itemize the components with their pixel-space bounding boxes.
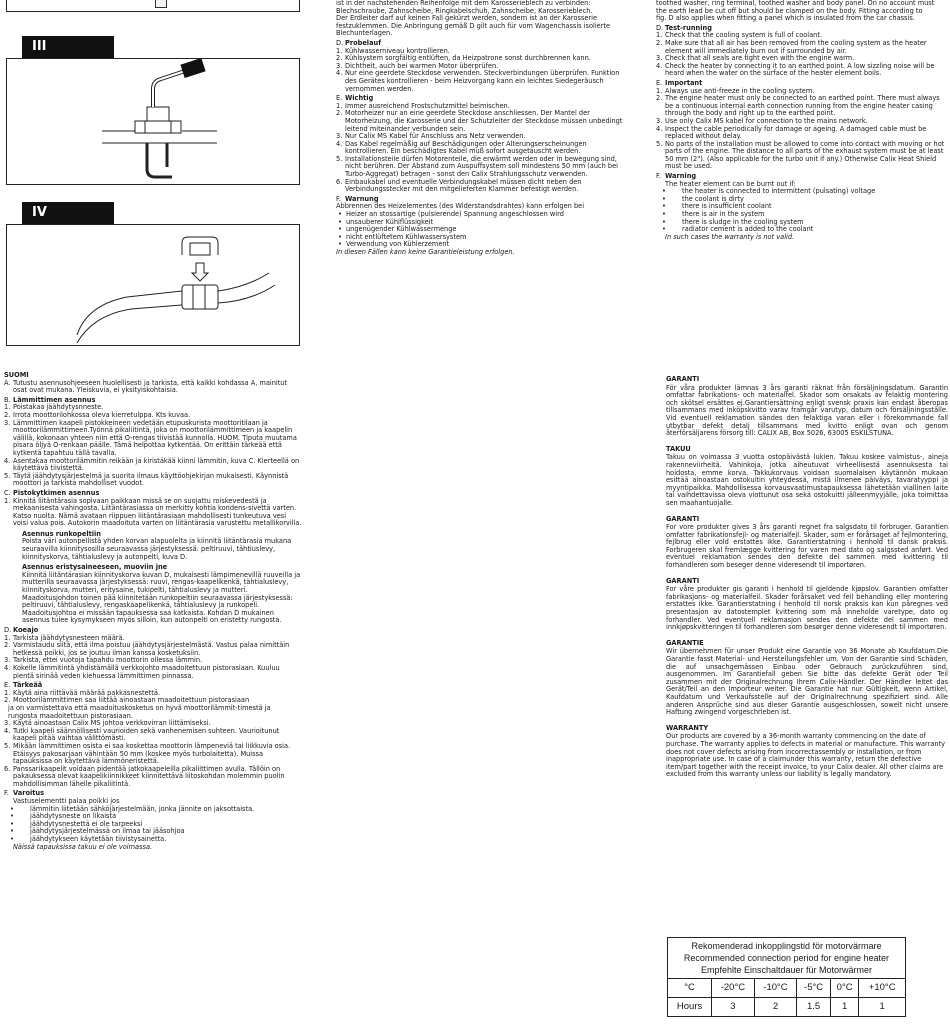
fi-c-sub2-title: Asennus eristysaineeseen, muoviin jne <box>22 563 168 572</box>
de-e-title: Wichtig <box>345 94 374 103</box>
list-item: • Verwendung von Kühlerzement <box>336 241 632 249</box>
warranty-text: For vore produkter gives 3 års garanti regnet fra salgsdato til forbruger. Garantien omfatter fabrikationsfejl- og materialfejl. Skader, som er forårsaget af fejlmontering, fejlbrug eller vold erstattes ikke. Garantierstatning i henhold til dansk praksis. Forbrugeren skal fremlægge kvittering for varen med dato og salgssted anført. Ved eventuel reklamation sendes den defekte del sammen med kvittering til forhandleren som beseger denne videresendt til importøren. <box>666 523 948 570</box>
warranty-text: For våre produkter gis garanti i henhold til gjeldende kjøpslov. Garantien omfatter fabrikasjons- og materialfeil. Skader forårsaket ved feil behandling eller montering erstattes ikke. Garantierstatning i henhold til norsk praksis kan kun påregnes ved presentasjon av datostemplet kvittering som må inneholde varetype, dato og forhandler. Ved eventuell reklamasjon sendes den defekte del sammen med innkjøpskvitteringen til forhandleren som besørger denne videresendt til importøren. <box>666 585 948 632</box>
fi-f-label: F. <box>4 789 9 798</box>
warranty-block-en <box>666 725 948 779</box>
warranty-title: GARANTIE <box>666 638 704 647</box>
fi-e-label: E. <box>4 681 11 690</box>
list-item: • radiator cement is added to the coolant <box>656 226 948 234</box>
list-item: • lämmitin liitetään sähköjärjestelmään, jonka jännite on jaksottaista. <box>4 806 302 814</box>
en-e-title: Important <box>665 78 703 87</box>
de-f-bullets <box>336 211 632 249</box>
fi-a-label: A. <box>4 378 11 387</box>
de-d-list <box>336 48 632 94</box>
warranty-title: TAKUU <box>666 444 691 453</box>
en-section-f <box>656 173 948 181</box>
figure-3-box <box>6 58 300 185</box>
list-item: 2. Moottorilämmittimen saa liittää ainoastaan maadoitettuun pistorasiaan <box>4 696 250 705</box>
english-column <box>656 0 948 241</box>
en-f-closing: In such cases the warranty is not valid. <box>665 232 795 241</box>
de-intro-line-4: festzuklemmen. Die Anbringung gemäß D gilt auch für vom Wagenchassis isolierte <box>336 21 611 30</box>
fi-section-a <box>4 380 302 395</box>
list-item: • Heizer an stossartige (pulsierende) Spannung angeschlossen wird <box>336 211 632 219</box>
fi-c-sub1-text: Poista väri autonpellistä yhden korvan alapuolelta ja kiinnitä liitäntärasia mukana seuraavilla kiinnitysosilla seuraavassa järjestyksessä: peltiruuvi, tähtiuslevy, kiinnityskorva, tähtialuslevy ja autonpelti, kuva D. <box>22 537 292 561</box>
list-item: 3. Käytä ainoastaan Calix MS johtoa verkkovirran liittämiseksi. <box>4 719 211 728</box>
list-item: 5. Installationsteile dürfen Motorenteile, die erwärmt werden oder in bewegung sind, nicht berühren. Der Abstand zum Auspuffsystem soll mindestens 50 mm (auch bei Turbo-Aggregat) betragen - sonst den Calix Strahlungsschutz verwenden. <box>336 154 618 179</box>
fi-f-title: Varoitus <box>13 789 45 798</box>
fi-c-sub1-title: Asennus runkopeltiin <box>22 529 101 538</box>
de-d-label: D. <box>336 38 344 47</box>
hours-cell: 1 <box>859 998 906 1017</box>
fi-f-bullets <box>4 806 302 844</box>
list-item: 1. Kühlwasserniveau kontrollieren. <box>336 46 450 55</box>
list-item: 3. Tarkista, ettei vuotoja tapahdu moottorin ollessa lämmin. <box>4 656 203 665</box>
figure-4-box <box>6 224 300 346</box>
hours-cell: 1.5 <box>797 998 831 1017</box>
suomi-section <box>4 372 302 851</box>
list-item: 4. Nur eine geerdete Steckdose verwenden. Steckverbindungen überprüfen. Funktion des Gerätes kontrollieren - beim Heizvorgang kann ein leichtes Siedegeräusch vernommen werden. <box>336 69 620 93</box>
en-d-list <box>656 32 948 78</box>
en-f-label: F. <box>656 172 661 181</box>
temp-cell: +10°C <box>859 979 906 998</box>
fi-e-title: Tärkeää <box>13 681 43 690</box>
list-item: 3. Dichtheit, auch bei warmen Motor überprüfen. <box>336 61 499 70</box>
list-item: 1. Always use anti-freeze in the cooling system. <box>656 86 815 95</box>
list-item: 5. Mikään lämmittimen osista ei saa koskettaa moottorin lämpeneviä tai liikkuvia osia. Etäisyys pakosarjaan vähintään 50 mm (koskee myös turbolaitetta). Muissa tapauksissa on käytettävä lämmöneristettä. <box>4 741 291 766</box>
temp-cell: -20°C <box>712 979 755 998</box>
list-item: • jäähdytykseen käytetään tiivistysainetta. <box>4 836 302 844</box>
figure-3-drawing <box>7 59 299 184</box>
fi-d-list <box>4 635 302 681</box>
en-intro-line-2: the earth lead be cut off but should be clamped on the body. Fitting according to <box>656 6 923 15</box>
list-item: 2. Varmistaudu siitä, että ilma poistuu jäähdytysjärjestelmästä. Vastus palaa nimittäin hetkessä poikki, jos se joutuu ilman kanssa kosketuksiin. <box>4 641 290 657</box>
list-item: • jäähdytysjärjestelmässä on ilmaa tai jääsohjoa <box>4 828 302 836</box>
unit-label-cell: °C <box>668 979 712 998</box>
en-e-label: E. <box>656 78 663 87</box>
de-section-f <box>336 196 632 204</box>
fi-e-list-2 <box>4 720 302 788</box>
figure-4-label: IV <box>22 202 114 224</box>
list-item: 4. Asentakaa moottorilämmitin reikään ja kiristäkää kiinni lämmitin, kuva C. Kierteellä on käytettävä tiivistettä. <box>4 456 300 473</box>
hours-cell: 1 <box>830 998 858 1017</box>
en-d-title: Test-running <box>665 23 712 32</box>
figure-2-box <box>6 0 300 12</box>
warranty-text: Our products are covered by a 36-month warranty commencing on the date of purchase. The warranty applies to defects in material or manufacture. This warranty does not cover defects arising from incorrectassembly or installation, or from inappropriate use. In case of a claimunder this warranty, return the defective item/part together with the receipt invoice, to your Calix dealer. All other claims are excluded from this warranty unless our liability is legally mandatory. <box>666 732 946 779</box>
list-item: 1. Check that the cooling system is full of coolant. <box>656 31 823 40</box>
fi-c-subsections <box>4 531 302 625</box>
de-e-label: E. <box>336 94 343 103</box>
list-item: 2. Kühlsystem sorgfältig entlüften, da Heizpatrone sonst durchbrennen kann. <box>336 54 591 63</box>
list-item: 1. Tarkista jäähdytysnesteen määrä. <box>4 633 125 642</box>
en-f-title: Warning <box>665 172 697 181</box>
list-item: 2. The engine heater must only be connected to an earthed point. There must always be a continuous internal earth connection running from the engine heater casing through the body and right up to the earthed point. <box>656 94 940 118</box>
table-title-en: Recommended connection period for engine heater <box>683 953 890 963</box>
figure-3-label: III <box>22 36 114 58</box>
de-e-list <box>336 103 632 194</box>
list-item: • the heater is connected to intermittent (pulsating) voltage <box>656 188 948 196</box>
hours-cell: 2 <box>754 998 797 1017</box>
list-item: 5. No parts of the installation must be allowed to come into contact with moving or hot parts of the engine. The distance to all parts of the exhaust system must be at least 50 mm (2"). (Also applicable for the turbo unit if any.) Otherwise Calix Heat Shield must be used. <box>656 139 945 171</box>
temp-cell: -10°C <box>754 979 797 998</box>
warranty-text: För våra produkter lämnas 3 års garanti räknat från försäljningsdatum. Garantin omfattar fabrikations- och materialfel. Skador som orsakats av felaktig montering och skötsel ersättes ej.Garantiersättning enligt svensk praxis kan endast åberopas tillsammans med inköpskvitto varav framgår varutyp, datum och försäljningsställe. Vid eventuell reklamation sändes den felaktiga varan eller i förekommande fall utbytbar defekt detalj tillsammans med kvitto enligt ovan och genom återförsäljarens försorg till: CALIX AB, Box 5026, 63005 ESKILSTUNA. <box>666 383 948 438</box>
warranty-title: GARANTI <box>666 576 700 585</box>
temp-cell: 0°C <box>830 979 858 998</box>
list-item: • jäähdytysnestettä ei ole tarpeeksi <box>4 821 302 829</box>
de-f-intro: Abbrennen des Heizelementes (des Widerstandsdrahtes) kann erfolgen bei <box>336 202 585 211</box>
list-item: • there is sludge in the cooling system <box>656 219 948 227</box>
warranty-text: Wir übernehmen für unser Produkt eine Garantie von 36 Monate ab Kaufdatum.Die Garantie fasst Material- und Herstellungsfehler um. Von der Garantie sind Schäden, die auf unsachgemässen Einbau oder Gebrauch zurückzuführen sind, ausgenommen. Im Garantiefall geben Sie bitte das defekte Gerät oder Teil zusammen mit der Originalrechnung Ihrem Calix-Händler. Der Händler leitet das Gerät/Teil an den Importeur weiter. Die Garantie hat nur Gültigkeit, wenn Artikel, Kaufdatum und Verkaufsstelle auf der Originalrechnung spezifiziert sind. Alle anderen Ansprüche sind aus dieser Garantie ausgeschlossen, soweit nicht unsere Haftung zwingend vorgeschrieben ist. <box>666 647 948 717</box>
de-f-title: Warnung <box>345 194 379 203</box>
list-item: 2. Irrota moottorilohkossa oleva kierretulppa. Kts kuvaa. <box>4 410 191 419</box>
list-item: 3. Use only Calix MS kabel for connection to the mains network. <box>656 116 868 125</box>
fi-b-title: Lämmittimen asennus <box>13 395 96 404</box>
fi-section-f <box>4 790 302 798</box>
list-item: 4. Check the heater by connecting it to an earthed point. A low sizzling noise will be heard when the water on the surface of the heater element boils. <box>656 61 935 78</box>
fi-a-text: Tutustu asennusohjeeseen huolellisesti ja tarkista, että kaikki kohdassa A, mainitut osat ovat mukana. Yleiskuvia, ei yksityiskohtaisia. <box>13 378 288 395</box>
table-row <box>668 998 906 1017</box>
en-f-bullets <box>656 188 948 234</box>
figure-4-drawing <box>7 225 299 345</box>
warranty-block-no <box>666 578 948 632</box>
en-d-label: D. <box>656 23 664 32</box>
fi-c-sub2-text: Kiinnitä liitäntärasian kiinnityskorva kuvan D, mukaisesti lämpimenevillä ruuveilla ja mutterilla seuraavassa järjestyksessä: ruuvi, rengas-kaapelikenkä, tähtialuslevy, kiinnityskorva, mutteri, eritysaine, tukipelti, tähtialuslevy ja mutteri. Maadoitusjohdon toinen pää kiinnitetään runkopeltiin seuraavassa järjestyksessä: peltiruuvi, tähtialuslevy, rengaskaapelikenkä, tähtialuslevy ja runkopeli. Maadoitusjohtoa ei missään tapauksessa saa katkaista. Kohdan D mukainen asennus tulee kysymykseen myös silloin, kun autonpelti on eristetty rungosta. <box>22 570 301 625</box>
warranty-column <box>666 376 948 787</box>
table-row <box>668 979 906 998</box>
list-item: 1. Kinnitä liitäntärasia sopivaan paikkaan missä se on suojattu roiskevedestä ja mekaanisesta vahingosta. Liitäntärasiassa on merkitty kohtia kondens-sivettä varten. Katso nuolta. Nämä avataan riippuen liitäntärasiaan mahdollisesti tunkeutuva vesi voisi valua pois. Autokorin maadoituta varten on liitäntärasia varustettu metallikorvilla. <box>4 496 302 528</box>
warranty-block-da <box>666 516 948 570</box>
list-item: • nicht entlüftetem Kühlwassersystem <box>336 234 632 242</box>
de-f-closing: In diesen Fällen kann keine Garantieleistung erfolgen. <box>336 248 515 256</box>
list-item: 5. Täytä jäähdytysjärjestelmä ja suorita ilmaus käyttöohjekirjan mukaisesti. Käynnistä moottori ja tarkista mahdolliset vuodot. <box>4 471 289 488</box>
figure-2-part <box>155 0 167 8</box>
table-title-de: Empfehlte Einschaltdauer für Motorwärmer <box>700 965 873 975</box>
fi-e-list <box>4 690 302 705</box>
list-item: • ungenügender Kühlwassermenge <box>336 226 632 234</box>
list-item: 3. Nur Calix MS Kabel für Anschluss ans Netz verwenden. <box>336 132 526 141</box>
list-item: 1. Immer ausreichend Frostschutzmittel beimischen. <box>336 101 510 110</box>
list-item: 4. Tutki kaapeli säännöllisesti vaurioiden sekä vanhenemisen suhteen. Vaurioitunut kaapeli pitää vaihtaa välittömästi. <box>4 726 280 743</box>
connection-time-table <box>667 937 906 1017</box>
fi-f-closing: Näissä tapauksissa takuu ei ole voimassa. <box>13 842 153 851</box>
list-item: 2. Motorheizer nur an eine geerdete Steckdose anschliessen. Der Mantel der Motorheizung, die Karosserie und der Schutzleiter der Steckdose müssen unbedingt leitend miteinander verbunden sein. <box>336 109 623 133</box>
list-item: • jäähdytysneste on likaista <box>4 813 302 821</box>
list-item: 6. Einbaukabel und eventuelle Verbindungskabel müssen dicht neben den Verbindungsstecker mit den mitgelieferten Klammer befestigt werden. <box>336 177 582 194</box>
hours-cell: 3 <box>712 998 755 1017</box>
list-item: 6. Panssarikaapelit voidaan pidentää jatkokaapeleilla pikaliittimen avulla. Tällöin on pakauksessa olevat kaapelikiinnikkeet kiinnitettävä liitoskohdan molemmin puolin mahdollisimman lähelle pikaliitintä. <box>4 764 285 788</box>
table-title-sv: Rekomenderad inkopplingstid för motorvärmare <box>691 941 882 951</box>
de-intro-line-2: Blechschraube, Zahnscheibe, Ringkabelschuh, Zahnscheibe, Karosserieblech. <box>336 6 593 15</box>
list-item: 1. Poistakaa jäähdytysnneste. <box>4 403 104 412</box>
list-item: 3. Lämmittimen kaapeli pistokkeineen vedetään etupuskurista moottoritilaan ja moottorilämmittimeen.Työnnä pikaliitintä, joka on moottorilämmittimeen ja kaapelin välillä, kokonaan yhteen niin että O-rengas tiivistää kunnolla. HUOM. Tiputa muutama pisara öljyä O-renkaan päälle. Tämä helpottaa kytkentää. On erittäin tärkeää että kytkentä tapahtuu tällä tavalla. <box>4 418 297 457</box>
list-item: 1. Käytä aina riittävää määrää pakkasnestettä. <box>4 688 160 697</box>
de-intro-line-5: Blechunterlagen. <box>336 29 393 38</box>
fi-c-list <box>4 498 302 528</box>
en-intro-line-3: fig. D also applies when fitting a panel which is insulated from the car chassis. <box>656 14 915 23</box>
en-intro-line-1: toothed washer, ring terminal, toothed washer and body panel. On no account must <box>656 0 935 7</box>
list-item: • unsauberer Kühlflüssigkeit <box>336 219 632 227</box>
fi-c-label: C. <box>4 488 11 497</box>
fi-f-intro: Vastuselementti palaa poikki jos <box>13 797 120 806</box>
list-item: 4. Inspect the cable periodically for damage or ageing. A damaged cable must be replaced without delay. <box>656 124 927 141</box>
table-row <box>668 938 906 979</box>
fi-e-extra: ja on varmistettava että maadoituskosketus on hyvä moottorilämmit-timestä ja rungosta maadoitettuun pistorasiaan. <box>8 703 271 720</box>
hours-label-cell: Hours <box>668 998 712 1017</box>
warranty-block-sv <box>666 376 948 438</box>
fi-d-title: Koeajo <box>13 626 39 634</box>
list-item: 4. Das Kabel regelmäßig auf Beschädigungen oder Alterungserscheinungen kontrollieren. Ein beschädigtes Kabel muß sofort ausgetauscht werden. <box>336 139 587 156</box>
warranty-title: GARANTI <box>666 375 700 383</box>
list-item: 3. Check that all seals are tight even with the engine warm. <box>656 54 855 63</box>
list-item: • the coolant is dirty <box>656 196 948 204</box>
temp-cell: -5°C <box>797 979 831 998</box>
en-f-intro: The heater element can be burnt out if: <box>665 179 796 188</box>
warranty-title: WARRANTY <box>666 723 709 732</box>
warranty-block-de <box>666 640 948 717</box>
de-f-label: F. <box>336 194 341 203</box>
warranty-block-fi <box>666 446 948 508</box>
table-title-cell <box>668 938 906 979</box>
warranty-title: GARANTI <box>666 514 700 523</box>
list-item: • there is air in the system <box>656 211 948 219</box>
list-item: 2. Make sure that all air has been removed from the cooling system as the heater element will immediately burn out if surrounded by air. <box>656 38 927 55</box>
list-item: • there is insufficient coolant <box>656 203 948 211</box>
fi-c-title: Pistokytkimen asennus <box>13 488 100 497</box>
warranty-text: Takuu on voimassa 3 vuotta ostopäivästä lukien. Takuu koskee valmistus-, aineja rakenneviirheitä. Vahinkoja, jotka aiheutuvat virheellisestä asennuksesta tai hoidosta, emme korva. Takkukorvaus voidaan suomalaisen käytännön mukaan esittää ainoastaan ostokuitin yhteydessä, mistä ilmenee päiväys, tavaratyyppi ja myyntipaikka. Mahdollisessa korvausvaatimustapauksessa lähetetään viallinen laite tai vaihdettavissa oleva viottunut osa sekä ostokuitti jälleenmyyjälle, joka toimittaa sen maahantuojalle. <box>666 453 948 507</box>
de-intro-line-1: ist in der nachstehenden Reihenfolge mit dem Karosserieblech zu verbinden: <box>336 0 591 7</box>
de-d-title: Probelauf <box>345 38 382 47</box>
suomi-heading: SUOMI <box>4 371 29 379</box>
german-column <box>336 0 632 257</box>
de-intro-line-3: Der Erdleiter darf auf keinen Fall gekürzt werden, sondern ist an der Karosserie <box>336 14 598 23</box>
en-e-list <box>656 88 948 172</box>
fi-b-label: B. <box>4 395 11 404</box>
fi-d-label: D. <box>4 626 12 634</box>
fi-b-list <box>4 404 302 488</box>
list-item: 4. Kokeile lämmitintä yhdistämällä verkkojohto maadoitettuun pistorasiaan. Kuuluu pientä sirinää veden kiehuessa lämmittimen pinnassa. <box>4 663 280 680</box>
